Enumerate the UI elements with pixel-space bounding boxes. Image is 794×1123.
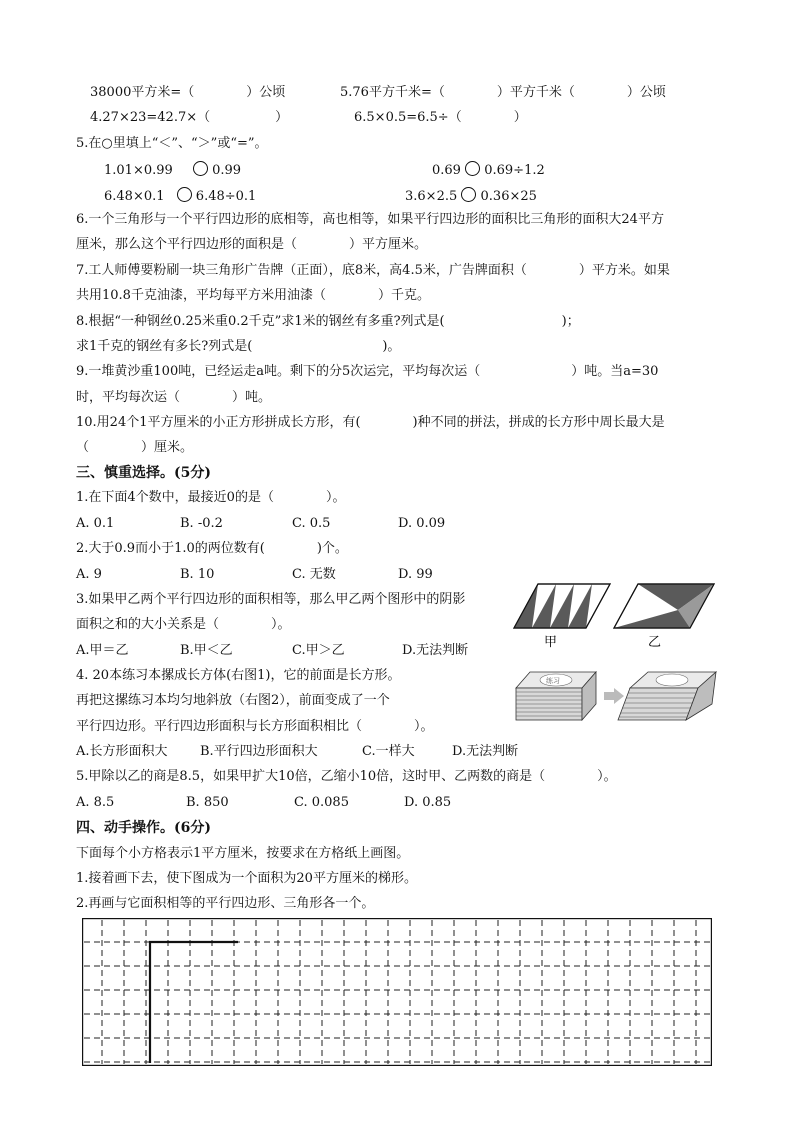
grid-paper[interactable]: [82, 918, 712, 1066]
compare-left: 3.6×2.5: [405, 189, 458, 204]
practice-1: 1.接着画下去，使下图成为一个面积为20平方厘米的梯形。: [76, 871, 417, 886]
question-9-line-1: 9.一堆黄沙重100吨，已经运走a吨。剩下的分5次运完，平均每次运（ ）吨。当a=30: [76, 364, 659, 379]
question-7-line-2: 共用10.8千克油漆，平均每平方米用油漆（ ）千克。: [76, 288, 430, 303]
compare-left: 1.01×0.99: [104, 163, 173, 178]
select-5-option-b[interactable]: B. 850: [186, 795, 229, 810]
compare-right: 0.99: [212, 163, 242, 178]
arrow-right-icon: [604, 688, 624, 704]
select-5-option-d[interactable]: D. 0.85: [404, 795, 452, 810]
select-2-option-d[interactable]: D. 99: [398, 567, 433, 582]
select-5-option-a[interactable]: A. 8.5: [76, 795, 115, 810]
section-4-heading: 四、动手操作。(6分): [76, 820, 211, 836]
compare-right: 0.36×25: [480, 189, 537, 204]
line-2a: 4.27×23=42.7×（ ）: [90, 110, 289, 125]
select-1-option-d[interactable]: D. 0.09: [398, 516, 446, 531]
book-stack-figures: [512, 668, 724, 728]
compare-1b: [432, 161, 545, 179]
question-8-line-2: 求1千克的钢丝有多长?列式是( )。: [76, 339, 401, 354]
select-4-option-a[interactable]: A.长方形面积大: [76, 744, 168, 759]
select-2-option-c[interactable]: C. 无数: [292, 567, 336, 582]
question-6-line-1: 6.一个三角形与一个平行四边形的底相等，高也相等，如果平行四边形的面积比三角形的面积大24平方: [76, 212, 664, 227]
parallelogram-jia: [514, 584, 610, 628]
select-2: 2.大于0.9而小于1.0的两位数有( )个。: [76, 541, 348, 556]
blank-circle-icon[interactable]: [461, 187, 476, 202]
select-4-line-2: 再把这摞练习本均匀地斜放（右图2），前面变成了一个: [76, 693, 390, 708]
book-stack-rectangle: [516, 672, 596, 720]
compare-2a: [104, 187, 256, 205]
blank-circle-icon[interactable]: [465, 161, 480, 176]
select-2-option-b[interactable]: B. 10: [180, 567, 215, 582]
question-5: 5.在○里填上“＜”、“＞”或“=”。: [76, 136, 268, 151]
select-4-line-3: 平行四边形。平行四边形面积与长方形面积相比（ ）。: [76, 719, 434, 734]
select-1-option-c[interactable]: C. 0.5: [292, 516, 331, 531]
parallelogram-figures: [508, 580, 720, 650]
grid-border: [83, 919, 712, 1066]
question-7-line-1: 7.工人师傅要粉刷一块三角形广告牌（正面），底8米，高4.5米，广告牌面积（ ）平方米。如果: [76, 263, 670, 278]
line-1a: 38000平方米=（ ）公顷: [90, 85, 286, 100]
book-cover-label: 练习: [546, 677, 560, 685]
select-1: 1.在下面4个数中，最接近0的是（ ）。: [76, 490, 346, 505]
select-3-option-a[interactable]: A.甲＝乙: [76, 643, 129, 658]
compare-right: 0.69÷1.2: [484, 163, 545, 178]
practice-intro: 下面每个小方格表示1平方厘米，按要求在方格纸上画图。: [76, 846, 410, 861]
compare-left: 0.69: [432, 163, 461, 178]
select-4-option-c[interactable]: C.一样大: [362, 744, 415, 759]
select-3-option-c[interactable]: C.甲＞乙: [292, 643, 345, 658]
select-1-option-b[interactable]: B. -0.2: [180, 516, 223, 531]
compare-2b: [405, 187, 537, 205]
label-yi: 乙: [648, 635, 662, 650]
select-3-line-2: 面积之和的大小关系是（ ）。: [76, 617, 291, 632]
compare-left: 6.48×0.1: [104, 189, 165, 204]
section-3-heading: 三、慎重选择。(5分): [76, 465, 211, 481]
select-2-option-a[interactable]: A. 9: [76, 567, 102, 582]
book-stack-parallelogram: [618, 672, 716, 720]
line-1b: 5.76平方千米=（ ）平方千米（ ）公顷: [340, 85, 666, 100]
question-8-line-1: 8.根据“一种钢丝0.25米重0.2千克”求1米的钢丝有多重?列式是( )；: [76, 314, 580, 329]
select-4-option-b[interactable]: B.平行四边形面积大: [200, 744, 318, 759]
select-3-line-1: 3.如果甲乙两个平行四边形的面积相等，那么甲乙两个图形中的阴影: [76, 592, 466, 607]
parallelogram-yi: [614, 584, 714, 628]
compare-right: 6.48÷0.1: [195, 189, 257, 204]
select-5-option-c[interactable]: C. 0.085: [294, 795, 349, 810]
select-4-option-d[interactable]: D.无法判断: [452, 744, 519, 759]
question-9-line-2: 时，平均每次运（ ）吨。: [76, 390, 272, 405]
question-10-line-1: 10.用24个1平方厘米的小正方形拼成长方形，有( )种不同的拼法，拼成的长方形中周长最大是: [76, 415, 665, 430]
select-3-option-b[interactable]: B.甲＜乙: [180, 643, 233, 658]
select-1-option-a[interactable]: A. 0.1: [76, 516, 115, 531]
select-5: 5.甲除以乙的商是8.5，如果甲扩大10倍，乙缩小10倍，这时甲、乙两数的商是（ ）。: [76, 769, 617, 784]
select-3-option-d[interactable]: D.无法判断: [402, 643, 469, 658]
compare-1a: [104, 161, 241, 179]
label-jia: 甲: [544, 635, 558, 650]
practice-2: 2.再画与它面积相等的平行四边形、三角形各一个。: [76, 896, 375, 911]
question-10-line-2: （ ）厘米。: [76, 440, 194, 455]
blank-circle-icon[interactable]: [193, 161, 208, 176]
line-2b: 6.5×0.5=6.5÷（ ）: [354, 110, 527, 125]
blank-circle-icon[interactable]: [177, 187, 192, 202]
select-4-line-1: 4. 20本练习本摞成长方体(右图1)，它的前面是长方形。: [76, 668, 401, 683]
question-6-line-2: 厘米，那么这个平行四边形的面积是（ ）平方厘米。: [76, 237, 428, 252]
